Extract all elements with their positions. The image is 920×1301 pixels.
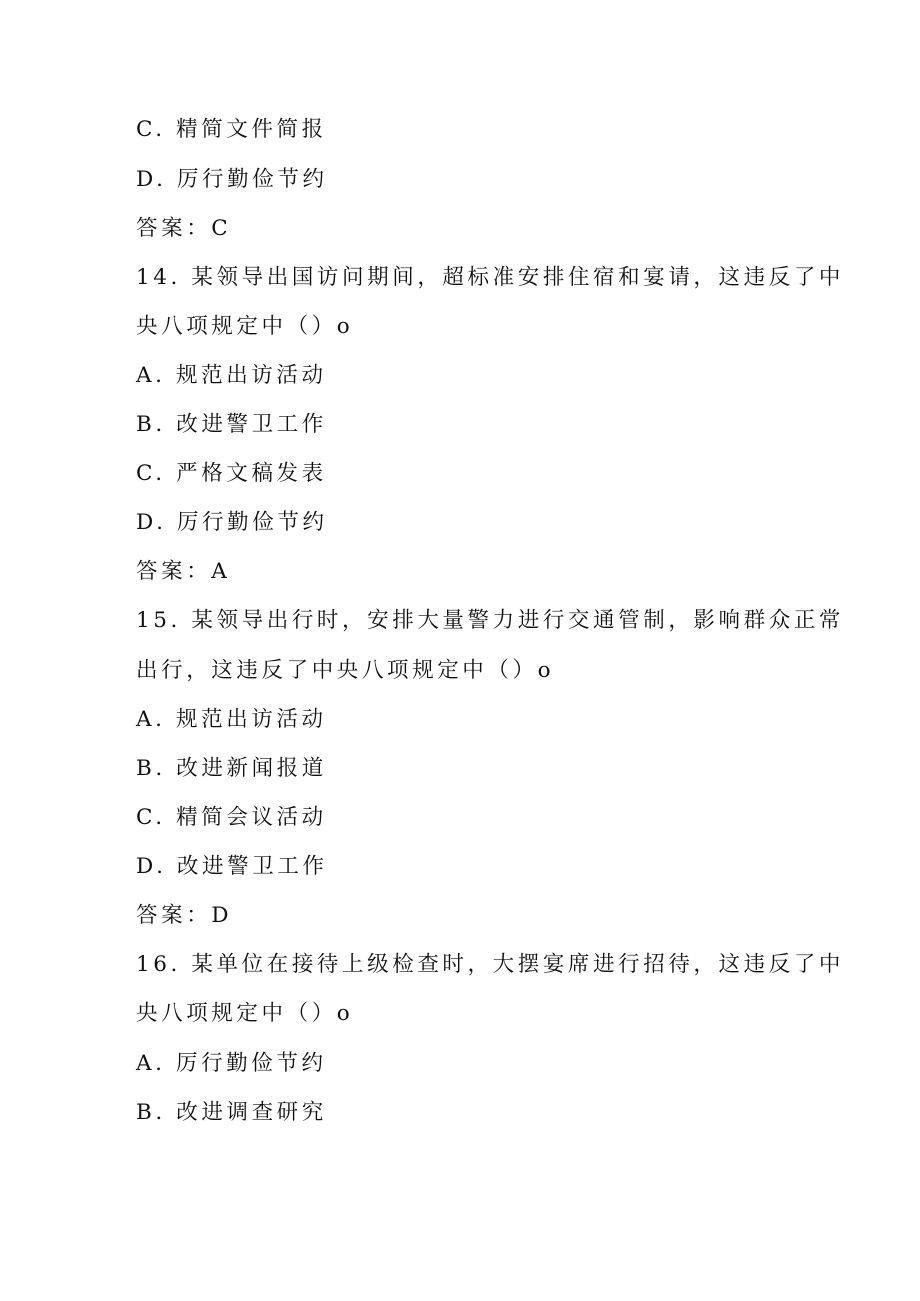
question-16-line-1: 16. 某单位在接待上级检查时，大摆宴席进行招待，这违反了中 [136,952,845,977]
option-b-q16: B. 改进调查研究 [136,1100,327,1125]
answer-q15: 答案：D [136,903,233,928]
question-16-line-2: 央八项规定中（）o [136,1001,354,1026]
option-d-q15: D. 改进警卫工作 [136,854,328,879]
option-a-q15: A. 规范出访活动 [136,707,327,732]
option-b-q14: B. 改进警卫工作 [136,412,327,437]
question-14-line-2: 央八项规定中（）o [136,314,354,339]
option-d-q13: D. 厉行勤俭节约 [136,167,328,192]
answer-q14: 答案：A [136,559,231,584]
question-15-line-2: 出行，这违反了中央八项规定中（）o [136,658,555,683]
option-d-q14: D. 厉行勤俭节约 [136,510,328,535]
option-a-q14: A. 规范出访活动 [136,363,327,388]
option-c-q15: C. 精简会议活动 [136,805,327,830]
option-c-q14: C. 严格文稿发表 [136,461,327,486]
option-a-q16: A. 厉行勤俭节约 [136,1051,327,1076]
question-14-line-1: 14. 某领导出国访问期间，超标准安排住宿和宴请，这违反了中 [136,265,845,290]
option-b-q15: B. 改进新闻报道 [136,756,327,781]
option-c-q13: C. 精简文件简报 [136,117,327,142]
question-15-line-1: 15. 某领导出行时，安排大量警力进行交通管制，影响群众正常 [136,608,845,633]
answer-q13: 答案：C [136,216,232,241]
